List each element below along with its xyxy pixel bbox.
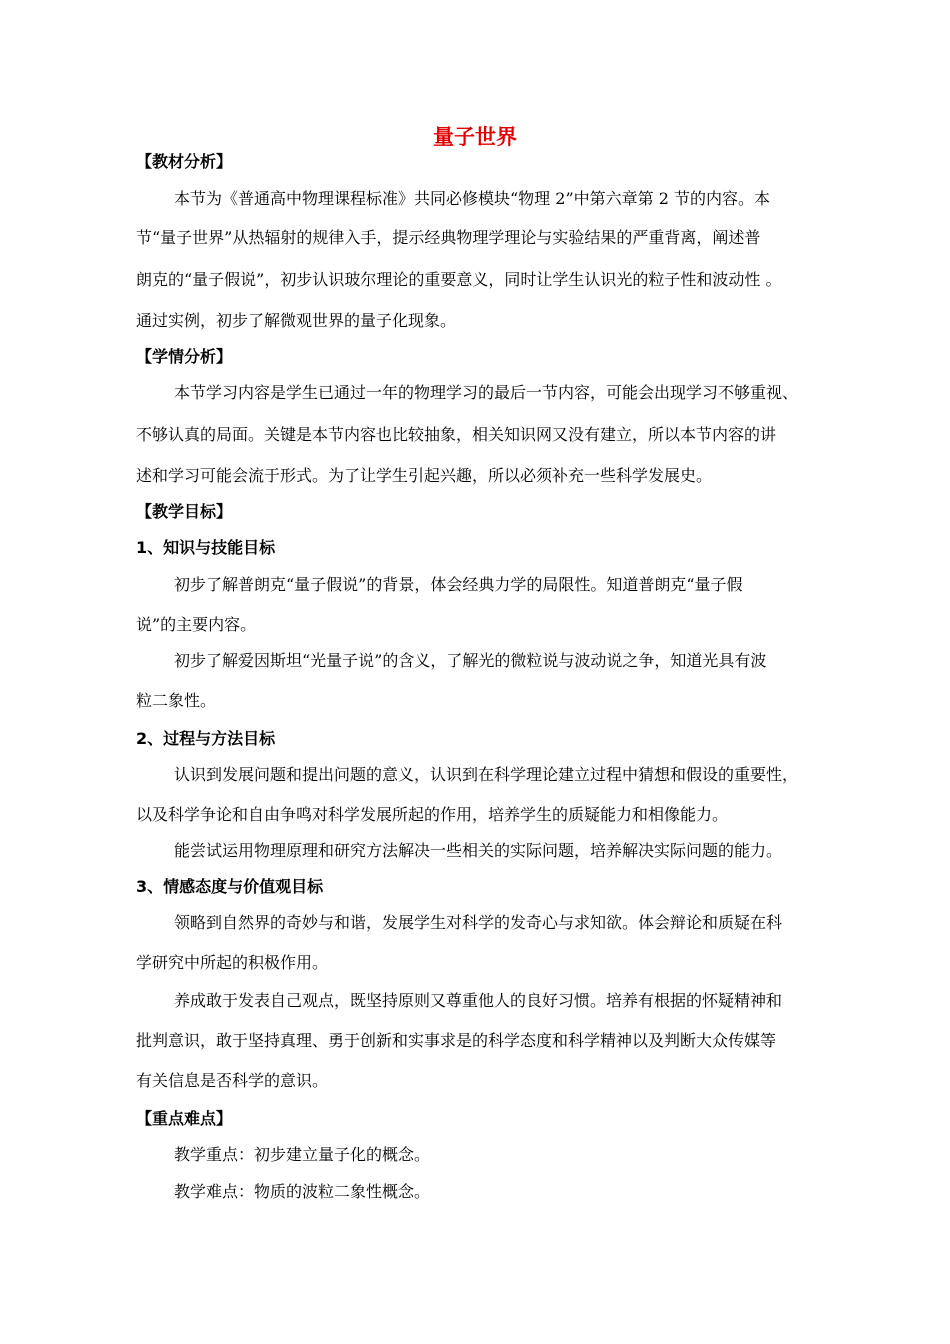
section-heading-textbook-analysis: 【教材分析】 bbox=[136, 152, 233, 171]
paragraph-line: 能尝试运用物理原理和研究方法解决一些相关的实际问题，培养解决实际问题的能力。 bbox=[174, 841, 783, 860]
paragraph-line: 朗克的“量子假说”，初步认识玻尔理论的重要意义，同时让学生认识光的粒子性和波动性 。 bbox=[136, 270, 782, 289]
paragraph-line: 领略到自然界的奇妙与和谐，发展学生对科学的发奇心与求知欲。体会辩论和质疑在科 bbox=[174, 913, 783, 932]
paragraph-line: 通过实例，初步了解微观世界的量子化现象。 bbox=[136, 311, 457, 330]
section-heading-key-points: 【重点难点】 bbox=[136, 1109, 233, 1128]
paragraph-line: 粒二象性。 bbox=[136, 691, 217, 710]
page-title: 量子世界 bbox=[433, 125, 517, 149]
paragraph-line: 有关信息是否科学的意识。 bbox=[136, 1071, 329, 1090]
paragraph-line: 说”的主要内容。 bbox=[136, 615, 257, 634]
paragraph-line: 认识到发展问题和提出问题的意义，认识到在科学理论建立过程中猜想和假设的重要性， bbox=[174, 765, 799, 784]
paragraph-line: 不够认真的局面。关键是本节内容也比较抽象，相关知识网又没有建立，所以本节内容的讲 bbox=[136, 425, 777, 444]
paragraph-line: 教学重点：初步建立量子化的概念。 bbox=[174, 1145, 431, 1164]
paragraph-line: 初步了解普朗克“量子假说”的背景，体会经典力学的局限性。知道普朗克“量子假 bbox=[174, 575, 743, 594]
paragraph-line: 节“量子世界”从热辐射的规律入手，提示经典物理学理论与实验结果的严重背离，阐述普 bbox=[136, 228, 761, 247]
subsection-heading-process-methods: 2、过程与方法目标 bbox=[136, 729, 276, 748]
section-heading-learner-analysis: 【学情分析】 bbox=[136, 347, 233, 366]
subsection-heading-knowledge-skills: 1、知识与技能目标 bbox=[136, 538, 276, 557]
paragraph-line: 以及科学争论和自由争鸣对科学发展所起的作用，培养学生的质疑能力和相像能力。 bbox=[136, 805, 729, 824]
subsection-heading-attitudes-values: 3、情感态度与价值观目标 bbox=[136, 877, 324, 896]
paragraph-line: 教学难点：物质的波粒二象性概念。 bbox=[174, 1182, 431, 1201]
paragraph-line: 学研究中所起的积极作用。 bbox=[136, 953, 329, 972]
paragraph-line: 本节为《普通高中物理课程标准》共同必修模块“物理 2”中第六章第 2 节的内容。本 bbox=[174, 189, 770, 208]
paragraph-line: 批判意识，敢于坚持真理、勇于创新和实事求是的科学态度和科学精神以及判断大众传媒等 bbox=[136, 1031, 777, 1050]
section-heading-teaching-goals: 【教学目标】 bbox=[136, 502, 233, 521]
paragraph-line: 养成敢于发表自己观点，既坚持原则又尊重他人的良好习惯。培养有根据的怀疑精神和 bbox=[174, 991, 783, 1010]
paragraph-line: 初步了解爱因斯坦“光量子说”的含义，了解光的微粒说与波动说之争，知道光具有波 bbox=[174, 651, 767, 670]
paragraph-line: 述和学习可能会流于形式。为了让学生引起兴趣，所以必须补充一些科学发展史。 bbox=[136, 466, 713, 485]
paragraph-line: 本节学习内容是学生已通过一年的物理学习的最后一节内容，可能会出现学习不够重视、 bbox=[174, 383, 799, 402]
